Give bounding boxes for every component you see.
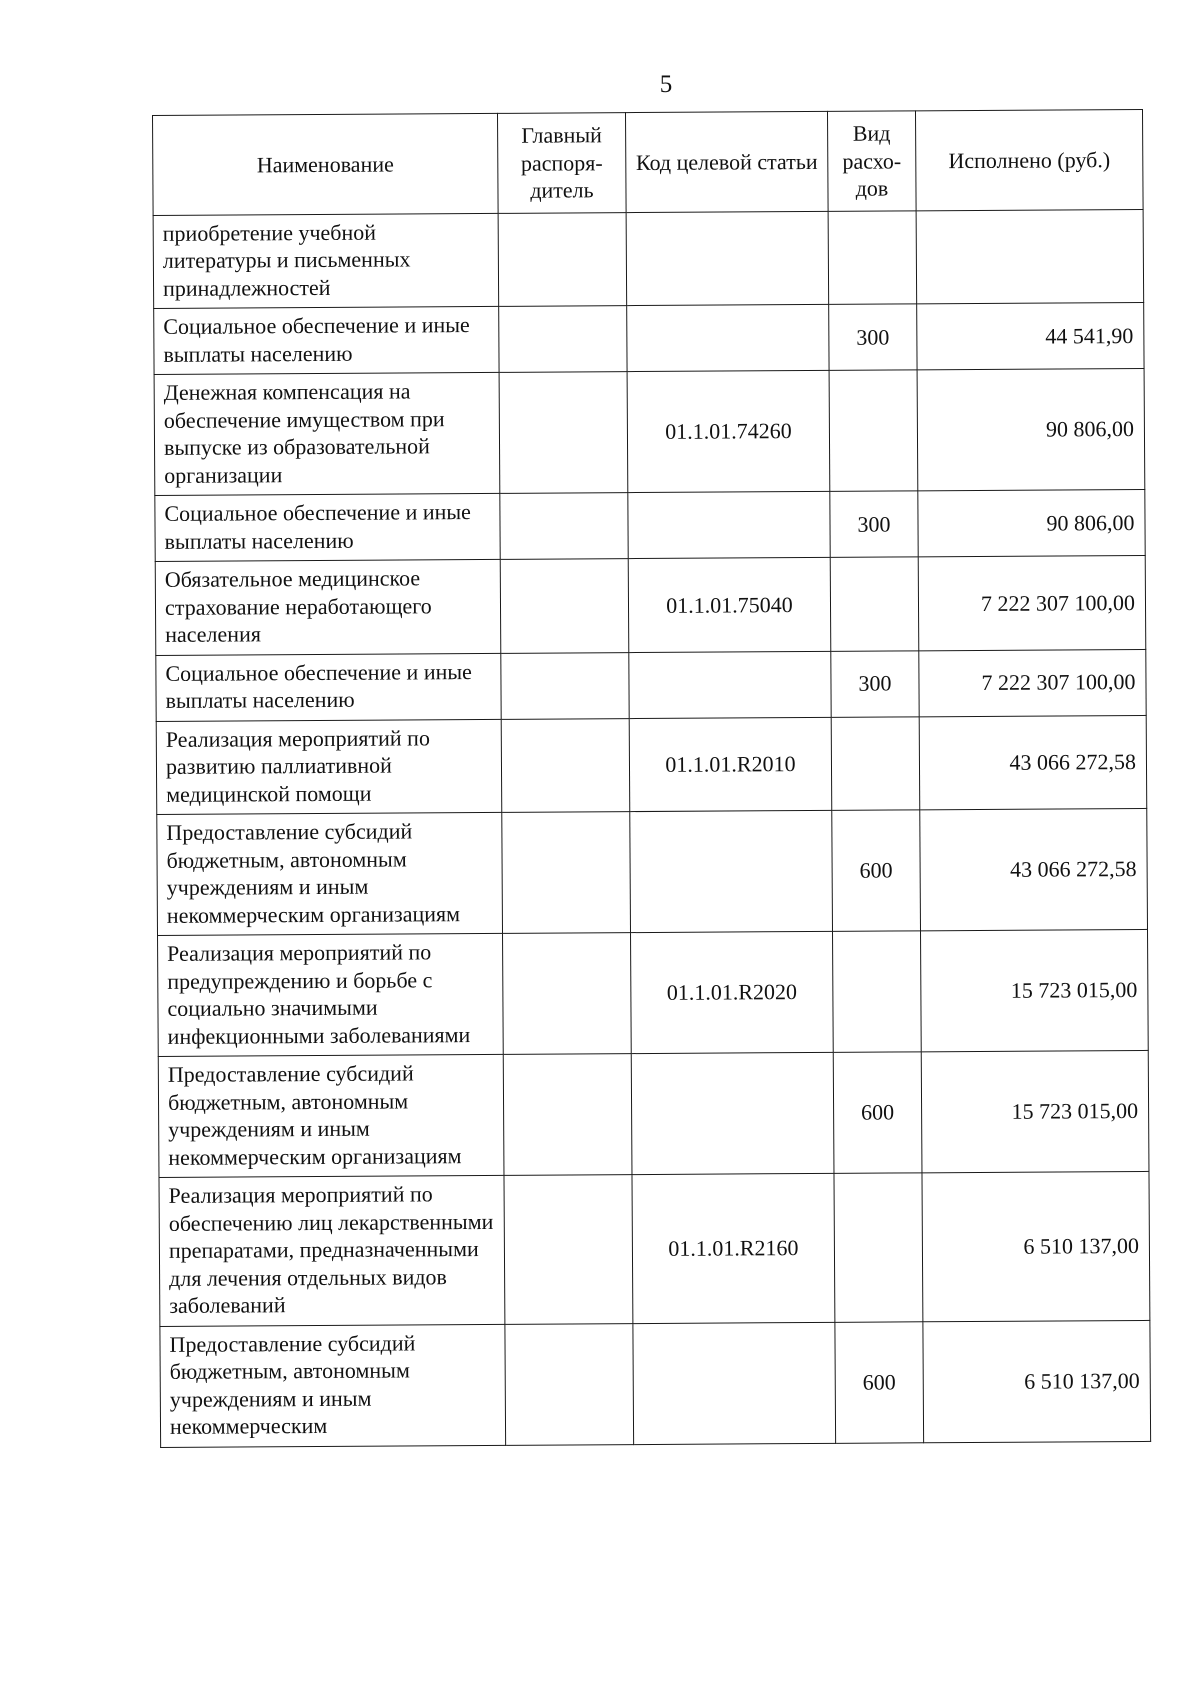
page-number: 5 (659, 71, 673, 98)
row-expense-type: 300 (830, 491, 918, 558)
row-expense-type (832, 931, 921, 1053)
table-row (157, 808, 1148, 935)
row-name: Реализация мероприятий по предупреждению и борьбе с социально значимыми инфекционными заболеваниями (158, 933, 504, 1056)
row-executed: 7 222 307 100,00 (919, 649, 1146, 716)
table-row (160, 1320, 1151, 1447)
table-row (158, 1050, 1149, 1177)
row-executed: 90 806,00 (917, 368, 1145, 490)
row-executed: 90 806,00 (918, 489, 1145, 556)
row-main-manager (504, 1175, 633, 1324)
row-expense-type: 600 (833, 1052, 922, 1174)
table-row (155, 489, 1145, 561)
row-target-code: 01.1.01.R2160 (632, 1173, 835, 1323)
row-expense-type (831, 716, 920, 810)
row-expense-type (830, 557, 919, 651)
row-executed: 7 222 307 100,00 (918, 555, 1146, 650)
row-name: Социальное обеспечение и иные выплаты населению (154, 306, 499, 374)
row-name: Реализация мероприятий по развитию паллиативной медицинской помощи (156, 719, 502, 815)
row-main-manager (503, 1054, 632, 1176)
row-name: Предоставление субсидий бюджетным, автономным учреждениям и иным некоммерческим (160, 1324, 506, 1447)
row-executed: 15 723 015,00 (921, 1050, 1149, 1172)
table-row (158, 929, 1149, 1056)
row-main-manager (503, 933, 632, 1055)
row-name: приобретение учебной литературы и письменных принадлежностей (153, 213, 499, 309)
row-main-manager (501, 652, 629, 719)
row-target-code: 01.1.01.R2010 (629, 717, 832, 812)
row-target-code (633, 1322, 836, 1444)
row-main-manager (499, 306, 627, 373)
row-target-code (626, 211, 829, 306)
header-name: Наименование (153, 113, 499, 215)
header-main-manager: Главный распоря-дитель (497, 113, 626, 213)
row-executed (916, 209, 1144, 304)
row-main-manager (500, 559, 629, 653)
row-expense-type: 600 (835, 1321, 924, 1443)
row-target-code: 01.1.01.75040 (628, 557, 831, 652)
row-name: Социальное обеспечение и иные выплаты населению (156, 653, 501, 721)
table-row (159, 1171, 1150, 1326)
row-main-manager (500, 493, 628, 560)
row-main-manager (499, 372, 628, 494)
row-expense-type: 600 (832, 810, 921, 932)
row-name: Реализация мероприятий по обеспечению лиц лекарственными препаратами, предназначенными для лечения отдельных видов заболеваний (159, 1175, 505, 1326)
table-row (153, 209, 1144, 309)
table-row (154, 368, 1145, 495)
row-name: Обязательное медицинское страхование неработающего населения (155, 559, 501, 655)
row-name: Социальное обеспечение и иные выплаты населению (155, 493, 500, 561)
table-row (156, 715, 1147, 815)
row-executed: 6 510 137,00 (922, 1171, 1150, 1321)
table-row (156, 649, 1146, 721)
row-expense-type: 300 (829, 304, 917, 371)
row-name: Предоставление субсидий бюджетным, автономным учреждениям и иным некоммерческим организациям (157, 812, 503, 935)
header-executed: Исполнено (руб.) (915, 109, 1143, 210)
row-executed: 6 510 137,00 (923, 1320, 1151, 1442)
row-name: Денежная компенсация на обеспечение имуществом при выпуске из образовательной организации (154, 372, 500, 495)
row-expense-type (829, 370, 918, 492)
row-target-code (630, 810, 833, 932)
table-row (155, 555, 1146, 655)
row-expense-type (834, 1173, 923, 1322)
row-name: Предоставление субсидий бюджетным, автономным учреждениям и иным некоммерческим организациям (158, 1054, 504, 1177)
row-main-manager (498, 212, 627, 306)
row-executed: 43 066 272,58 (920, 808, 1148, 930)
row-executed: 15 723 015,00 (920, 929, 1148, 1051)
budget-execution-table (152, 109, 1151, 1448)
row-main-manager (505, 1323, 634, 1445)
row-target-code (631, 1052, 834, 1174)
header-expense-type: Вид расхо-дов (827, 111, 916, 211)
table-row (154, 302, 1144, 374)
row-target-code: 01.1.01.R2020 (631, 931, 834, 1053)
row-target-code (629, 651, 831, 718)
row-expense-type (828, 210, 917, 304)
row-target-code: 01.1.01.74260 (627, 370, 830, 492)
row-executed: 43 066 272,58 (919, 715, 1147, 810)
row-target-code (627, 304, 829, 371)
header-target-code: Код целевой статьи (625, 111, 828, 212)
row-main-manager (502, 812, 631, 934)
row-main-manager (501, 718, 630, 812)
row-target-code (628, 491, 830, 558)
row-executed: 44 541,90 (917, 302, 1144, 369)
row-expense-type: 300 (831, 650, 919, 717)
table-header-row (153, 109, 1144, 215)
